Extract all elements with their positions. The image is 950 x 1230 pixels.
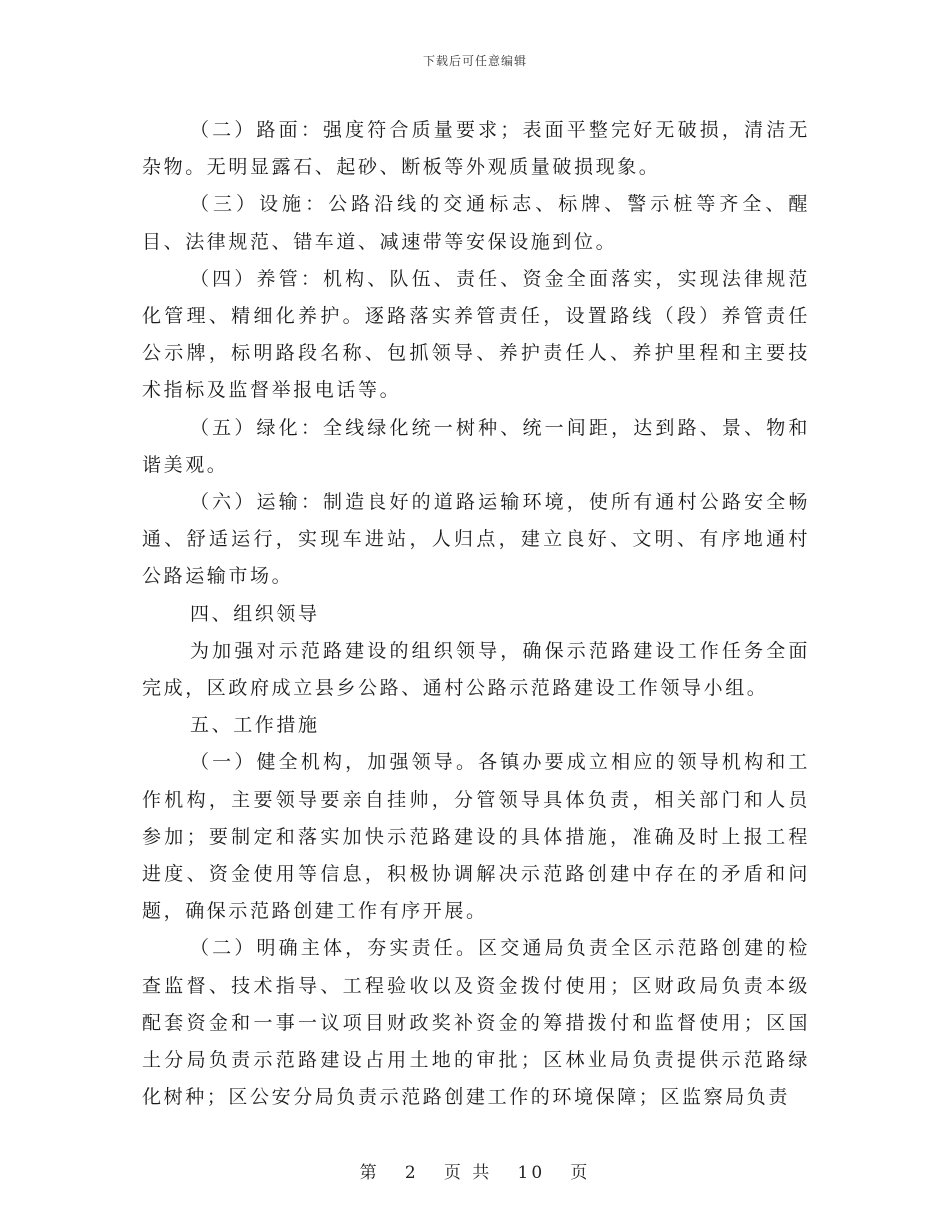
footer-suffix: 页 [570, 1163, 591, 1183]
page-footer [0, 1158, 950, 1183]
footer-prefix: 第 [359, 1163, 380, 1183]
page-header: 下载后可任意编辑 [422, 54, 527, 68]
page-number: 2 [404, 1163, 419, 1183]
footer-middle: 页 共 [443, 1163, 493, 1183]
paragraph-greening: （五）绿化：全线绿化统一树种、统一间距，达到路、景、物和谐美观。 [142, 416, 810, 476]
paragraph-road-surface: （二）路面：强度符合质量要求；表面平整完好无破损，清洁无杂物。无明显露石、起砂、断板等外观质量破损现象。 [142, 119, 810, 179]
document-body [142, 112, 810, 1116]
paragraph-transport: （六）运输：制造良好的道路运输环境，使所有通村公路安全畅通、舒适运行，实现车进站，人归点，建立良好、文明、有序地通村公路运输市场。 [142, 491, 810, 588]
paragraph-measure-two: （二）明确主体，夯实责任。区交通局负责全区示范路创建的检查监督、技术指导、工程验收以及资金拨付使用；区财政局负责本级配套资金和一事一议项目财政奖补资金的筹措拨付和监督使用；区国土分局负责示范路建设占用土地的审批；区林业局负责提供示范路绿化树种；区公安分局负责示范路创建工作的环境保障；区监察局负责 [142, 937, 810, 1109]
total-pages: 10 [517, 1163, 546, 1183]
paragraph-organization: 为加强对示范路建设的组织领导，确保示范路建设工作任务全面完成，区政府成立县乡公路、通村公路示范路建设工作领导小组。 [142, 639, 810, 700]
paragraph-maintenance: （四）养管：机构、队伍、责任、资金全面落实，实现法律规范化管理、精细化养护。逐路落实养管责任，设置路线（段）养管责任公示牌，标明路段名称、包抓领导、养护责任人、养护里程和主要技术指标及监督举报电话等。 [142, 267, 810, 402]
paragraph-measure-one: （一）健全机构，加强领导。各镇办要成立相应的领导机构和工作机构，主要领导要亲自挂帅，分管领导具体负责，相关部门和人员参加；要制定和落实加快示范路建设的具体措施，准确及时上报工程进度、资金使用等信息，积极协调解决示范路创建中存在的矛盾和问题，确保示范路创建工作有序开展。 [142, 751, 810, 923]
section-heading-measures: 五、工作措施 [190, 714, 320, 737]
paragraph-facilities: （三）设施：公路沿线的交通标志、标牌、警示桩等齐全、醒目、法律规范、错车道、减速带等安保设施到位。 [142, 193, 810, 253]
section-heading-organization: 四、组织领导 [190, 602, 320, 625]
